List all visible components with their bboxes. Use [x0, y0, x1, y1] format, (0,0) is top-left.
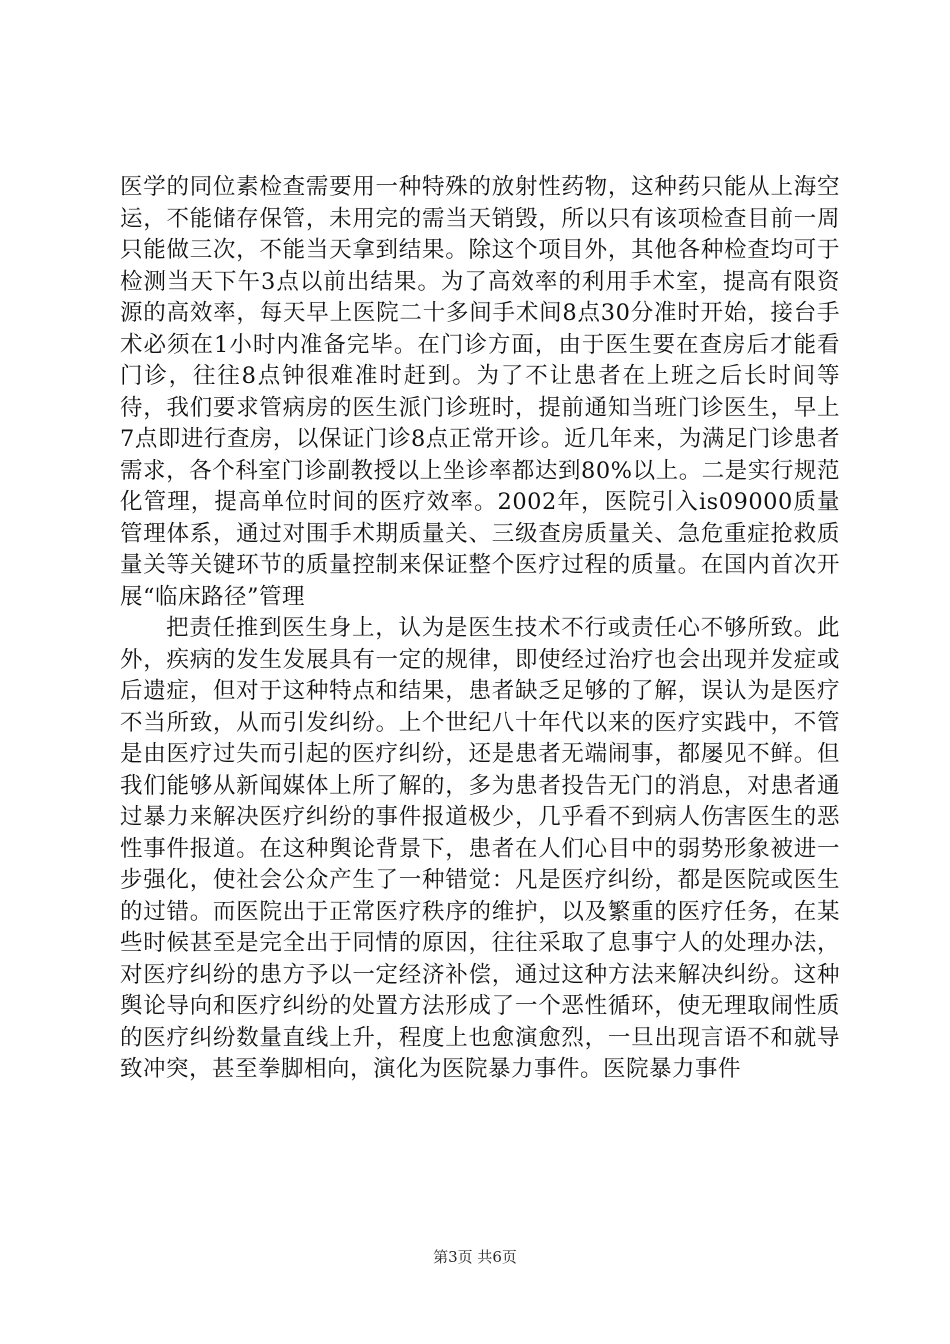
- document-body: [120, 172, 840, 1086]
- paragraph-1: 医学的同位素检查需要用一种特殊的放射性药物，这种药只能从上海空运，不能储存保管，未用完的需当天销毁，所以只有该项检查目前一周只能做三次，不能当天拿到结果。除这个项目外，其他各种检查均可于检测当天下午3点以前出结果。为了高效率的利用手术室，提高有限资源的高效率，每天早上医院二十多间手术间8点30分准时开始，接台手术必须在1小时内准备完毕。在门诊方面，由于医生要在查房后才能看门诊，往往8点钟很难准时赶到。为了不让患者在上班之后长时间等待，我们要求管病房的医生派门诊班时，提前通知当班门诊医生，早上7点即进行查房，以保证门诊8点正常开诊。近几年来，为满足门诊患者需求，各个科室门诊副教授以上坐诊率都达到80%以上。二是实行规范化管理，提高单位时间的医疗效率。2002年，医院引入is09000质量管理体系，通过对围手术期质量关、三级查房质量关、急危重症抢救质量关等关键环节的质量控制来保证整个医疗过程的质量。在国内首次开展“临床路径”管理: [120, 174, 840, 610]
- page-number: 第3页 共6页: [433, 1248, 517, 1266]
- paragraph-2: 把责任推到医生身上，认为是医生技术不行或责任心不够所致。此外，疾病的发生发展具有一定的规律，即使经过治疗也会出现并发症或后遗症，但对于这种特点和结果，患者缺乏足够的了解，误认为是医疗不当所致，从而引发纠纷。上个世纪八十年代以来的医疗实践中，不管是由医疗过失而引起的医疗纠纷，还是患者无端闹事，都屡见不鲜。但我们能够从新闻媒体上所了解的，多为患者投告无门的消息，对患者通过暴力来解决医疗纠纷的事件报道极少，几乎看不到病人伤害医生的恶性事件报道。在这种舆论背景下，患者在人们心目中的弱势形象被进一步强化，使社会公众产生了一种错觉：凡是医疗纠纷，都是医院或医生的过错。而医院出于正常医疗秩序的维护，以及繁重的医疗任务，在某些时候甚至是完全出于同情的原因，往往采取了息事宁人的处理办法，对医疗纠纷的患方予以一定经济补偿，通过这种方法来解决纠纷。这种舆论导向和医疗纠纷的处置方法形成了一个恶性循环，使无理取闹性质的医疗纠纷数量直线上升，程度上也愈演愈烈，一旦出现言语不和就导致冲突，甚至拳脚相向，演化为医院暴力事件。医院暴力事件: [120, 615, 840, 1082]
